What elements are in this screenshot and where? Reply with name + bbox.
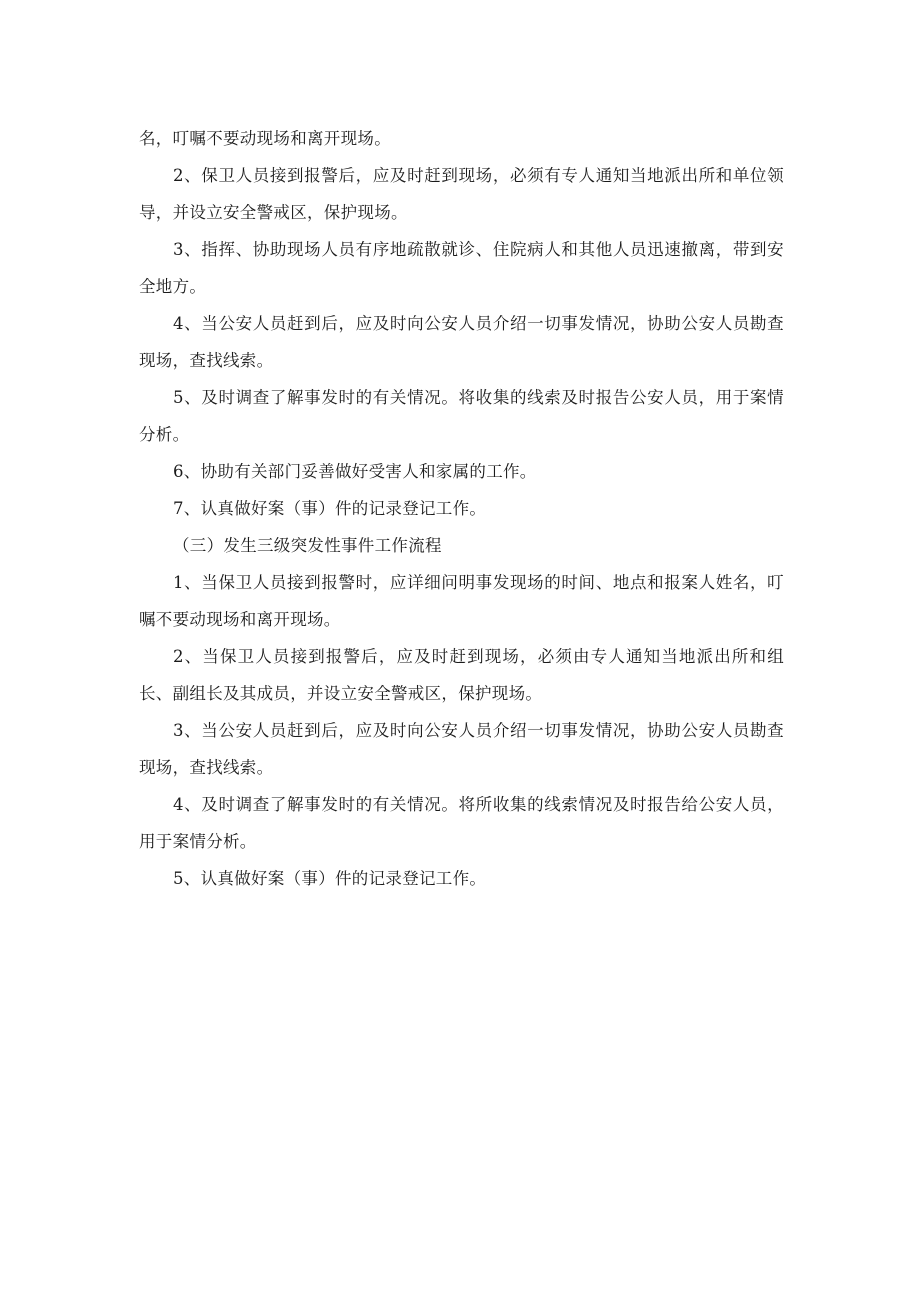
- paragraph-item-4: 4、当公安人员赶到后，应及时向公安人员介绍一切事发情况，协助公安人员勘查现场，查找线索。: [139, 314, 784, 370]
- paragraph-item-6: 6、协助有关部门妥善做好受害人和家属的工作。: [173, 462, 537, 481]
- paragraph-item-7: 7、认真做好案（事）件的记录登记工作。: [173, 499, 487, 518]
- paragraph-level3-item-4: 4、及时调查了解事发时的有关情况。将所收集的线索情况及时报告给公安人员，用于案情分析。: [139, 795, 784, 851]
- paragraph-item-2: 2、保卫人员接到报警后，应及时赶到现场，必须有专人通知当地派出所和单位领导，并设立安全警戒区，保护现场。: [139, 166, 784, 222]
- paragraph-level3-item-3: 3、当公安人员赶到后，应及时向公安人员介绍一切事发情况，协助公安人员勘查现场，查找线索。: [139, 721, 784, 777]
- document-body: [139, 120, 784, 897]
- paragraph-level3-item-1: 1、当保卫人员接到报警时，应详细问明事发现场的时间、地点和报案人姓名，叮嘱不要动现场和离开现场。: [139, 573, 784, 629]
- paragraph-item-3: 3、指挥、协助现场人员有序地疏散就诊、住院病人和其他人员迅速撤离，带到安全地方。: [139, 240, 784, 296]
- paragraph-continuation: 名，叮嘱不要动现场和离开现场。: [139, 129, 391, 148]
- paragraph-item-5: 5、及时调查了解事发时的有关情况。将收集的线索及时报告公安人员，用于案情分析。: [139, 388, 784, 444]
- section-heading-3: （三）发生三级突发性事件工作流程: [173, 536, 442, 555]
- paragraph-level3-item-5: 5、认真做好案（事）件的记录登记工作。: [173, 869, 487, 888]
- paragraph-level3-item-2: 2、当保卫人员接到报警后，应及时赶到现场，必须由专人通知当地派出所和组长、副组长及其成员，并设立安全警戒区，保护现场。: [139, 647, 784, 703]
